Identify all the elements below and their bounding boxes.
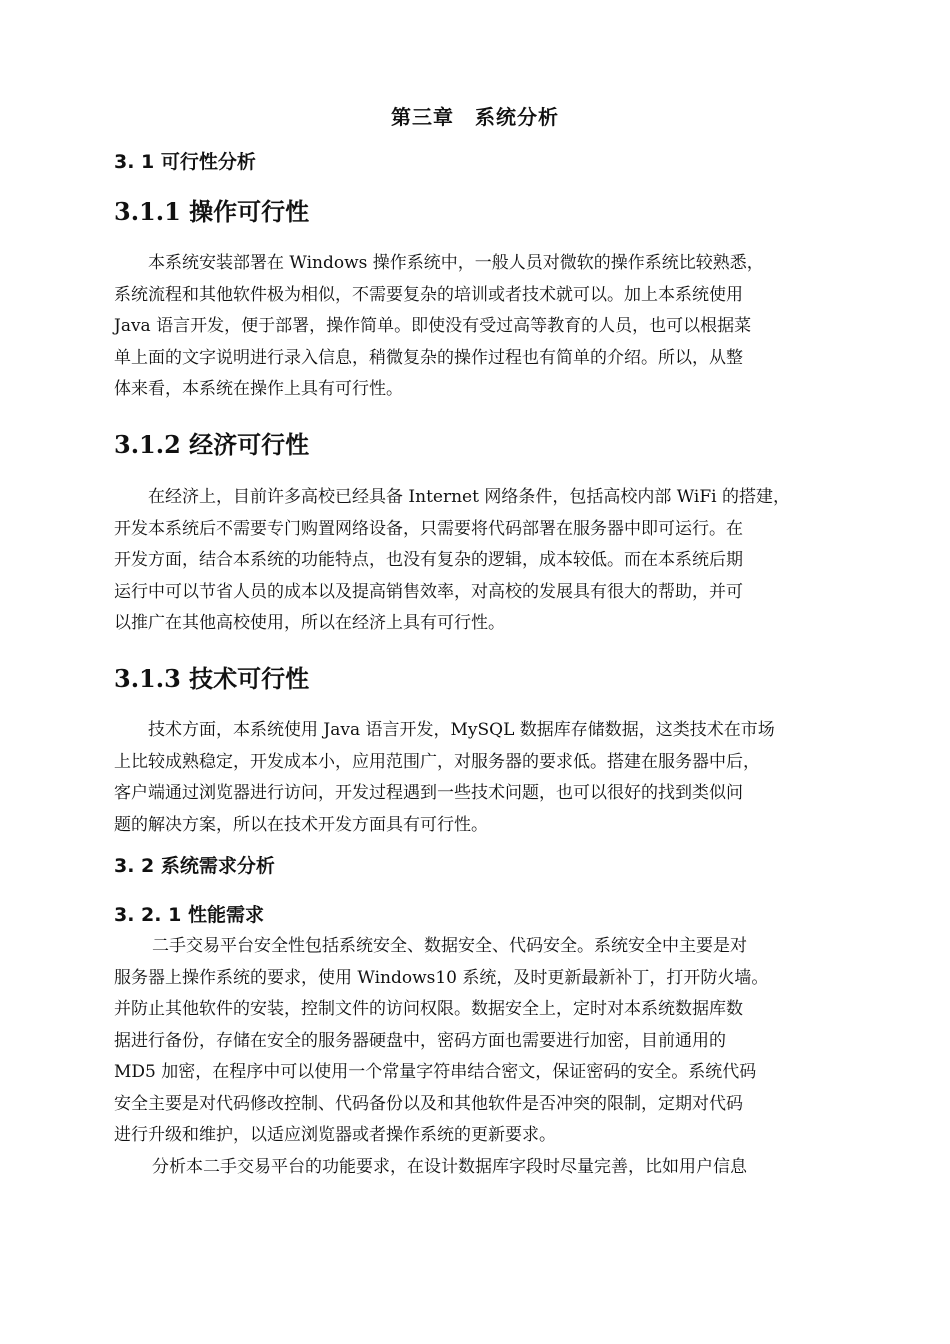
subsection-heading-3-1-2: 3.1.2 经济可行性 [114, 430, 310, 459]
text-line: 分析本二手交易平台的功能要求，在设计数据库字段时尽量完善，比如用户信息 [152, 1156, 747, 1177]
text-line: Java 语言开发，便于部署，操作简单。即使没有受过高等教育的人员，也可以根据菜 [114, 316, 752, 336]
text-line: MD5 加密，在程序中可以使用一个常量字符串结合密文，保证密码的安全。系统代码 [114, 1062, 757, 1082]
paragraph-performance-requirements [114, 931, 838, 1183]
text-line: 单上面的文字说明进行录入信息，稍微复杂的操作过程也有简单的介绍。所以，从整 [114, 347, 743, 368]
section-heading-3-2: 3. 2 系统需求分析 [114, 855, 275, 877]
chapter-title: 第三章 系统分析 [391, 105, 559, 129]
text-line: 并防止其他软件的安装，控制文件的访问权限。数据安全上，定时对本系统数据库数 [114, 999, 743, 1019]
text-line: 安全主要是对代码修改控制、代码备份以及和其他软件是否冲突的限制，定期对代码 [114, 1093, 743, 1114]
text-line: 以推广在其他高校使用，所以在经济上具有可行性。 [114, 613, 505, 633]
text-line: 系统流程和其他软件极为相似，不需要复杂的培训或者技术就可以。加上本系统使用 [114, 284, 743, 305]
text-line: 题的解决方案，所以在技术开发方面具有可行性。 [114, 814, 488, 835]
text-line: 据进行备份，存储在安全的服务器硬盘中，密码方面也需要进行加密，目前通用的 [114, 1030, 726, 1051]
text-line: 开发本系统后不需要专门购置网络设备，只需要将代码部署在服务器中即可运行。在 [114, 518, 743, 539]
text-line: 上比较成熟稳定，开发成本小，应用范围广，对服务器的要求低。搭建在服务器中后， [114, 751, 760, 772]
paragraph-economic-feasibility [114, 482, 838, 640]
text-line: 客户端通过浏览器进行访问，开发过程遇到一些技术问题，也可以很好的找到类似问 [114, 783, 743, 803]
subsection-heading-3-1-3: 3.1.3 技术可行性 [114, 664, 310, 693]
text-line: 二手交易平台安全性包括系统安全、数据安全、代码安全。系统安全中主要是对 [152, 936, 747, 956]
paragraph-operational-feasibility [114, 248, 838, 406]
text-line: 技术方面，本系统使用 Java 语言开发，MySQL 数据库存储数据，这类技术在市场 [148, 720, 775, 740]
text-line: 开发方面，结合本系统的功能特点，也没有复杂的逻辑，成本较低。而在本系统后期 [114, 550, 743, 570]
text-line: 在经济上，目前许多高校已经具备 Internet 网络条件，包括高校内部 WiFi 的搭建， [148, 487, 790, 507]
text-line: 服务器上操作系统的要求，使用 Windows10 系统，及时更新最新补丁，打开防火墙。 [114, 967, 769, 988]
section-heading-3-1: 3. 1 可行性分析 [114, 151, 256, 173]
text-line: 体来看，本系统在操作上具有可行性。 [114, 379, 403, 399]
text-line: 本系统安装部署在 Windows 操作系统中，一般人员对微软的操作系统比较熟悉， [148, 253, 764, 273]
subsection-heading-3-1-1: 3.1.1 操作可行性 [114, 197, 310, 226]
text-line: 进行升级和维护，以适应浏览器或者操作系统的更新要求。 [114, 1125, 556, 1145]
text-line: 运行中可以节省人员的成本以及提高销售效率，对高校的发展具有很大的帮助，并可 [114, 581, 743, 602]
subsection-heading-3-2-1: 3. 2. 1 性能需求 [114, 904, 264, 926]
paragraph-technical-feasibility [114, 715, 838, 841]
